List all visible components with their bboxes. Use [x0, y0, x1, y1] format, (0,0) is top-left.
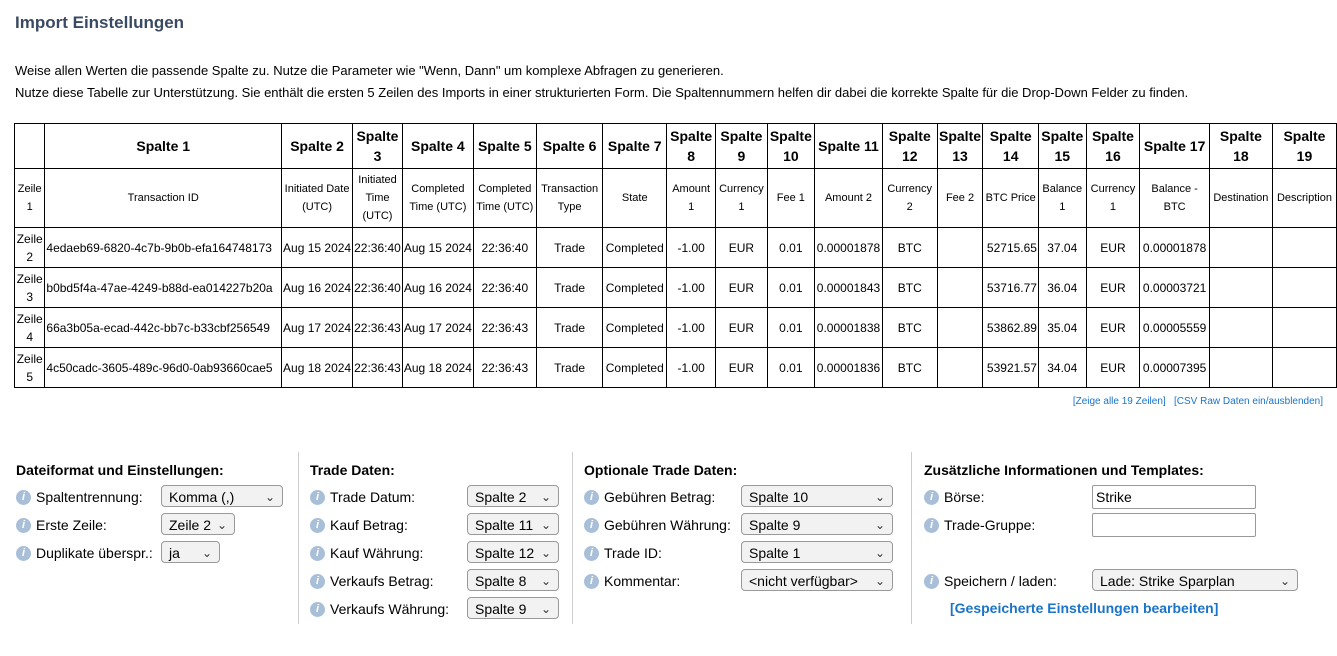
table-header-row	[15, 124, 1337, 169]
table-cell: 0.00001878	[815, 228, 883, 268]
setting-kommentar	[584, 569, 885, 593]
section-title: Zusätzliche Informationen und Templates:	[924, 462, 1204, 478]
table-cell: EUR	[1086, 308, 1140, 348]
table-cell: 0.00001838	[815, 308, 883, 348]
table-row	[15, 348, 1337, 388]
table-cell: Balance - BTC	[1140, 169, 1209, 228]
setting-label: Speichern / laden:	[944, 573, 1057, 589]
setting-label: Gebühren Währung:	[604, 517, 731, 533]
kommentar-select[interactable]: <nicht verfügbar> ⌄	[741, 569, 893, 591]
table-cell	[1272, 228, 1336, 268]
table-cell: Completed	[603, 268, 667, 308]
column-header: Spalte 2	[282, 124, 353, 169]
section-title: Dateiformat und Einstellungen:	[16, 462, 224, 478]
column-header: Spalte 3	[353, 124, 403, 169]
info-icon[interactable]: i	[310, 574, 325, 589]
erste-zeile-select[interactable]: Zeile 2 ⌄	[161, 513, 235, 535]
row-label: Zeile 5	[15, 348, 45, 388]
table-cell: 0.00003721	[1140, 268, 1209, 308]
table-cell	[1272, 268, 1336, 308]
chevron-down-icon: ⌄	[874, 518, 885, 532]
table-cell: -1.00	[667, 228, 716, 268]
table-cell: Completed	[603, 308, 667, 348]
info-icon[interactable]: i	[584, 490, 599, 505]
table-cell: Trade	[536, 268, 603, 308]
section-title: Trade Daten:	[310, 462, 395, 478]
column-header: Spalte 19	[1272, 124, 1336, 169]
table-cell	[1209, 228, 1272, 268]
toggle-csv-raw-link[interactable]: [CSV Raw Daten ein/ausblenden]	[1174, 396, 1323, 407]
section-title: Optionale Trade Daten:	[584, 462, 738, 478]
boerse-input[interactable]: Strike	[1092, 485, 1256, 509]
setting-spaltentrennung	[16, 485, 275, 509]
table-cell: Amount 2	[815, 169, 883, 228]
column-header: Spalte 15	[1038, 124, 1086, 169]
table-cell: 0.01	[767, 228, 815, 268]
edit-saved-settings-link[interactable]: [Gespeicherte Einstellungen bearbeiten]	[950, 600, 1219, 616]
table-cell: Aug 15 2024	[282, 228, 353, 268]
row-label: Zeile 4	[15, 308, 45, 348]
info-icon[interactable]: i	[310, 518, 325, 533]
info-icon[interactable]: i	[584, 546, 599, 561]
table-cell: Fee 1	[767, 169, 815, 228]
table-cell: Fee 2	[937, 169, 983, 228]
column-header: Spalte 12	[882, 124, 937, 169]
table-cell: 0.00007395	[1140, 348, 1209, 388]
setting-label: Trade-Gruppe:	[944, 517, 1036, 533]
table-cell: Completed Time (UTC)	[402, 169, 473, 228]
table-cell: 0.00001843	[815, 268, 883, 308]
setting-erste-zeile	[16, 513, 227, 537]
table-cell: State	[603, 169, 667, 228]
column-header: Spalte 13	[937, 124, 983, 169]
setting-trade-id	[584, 541, 885, 565]
gebuehren-waehrung-select[interactable]: Spalte 9 ⌄	[741, 513, 893, 535]
trade-gruppe-input[interactable]	[1092, 513, 1256, 537]
table-cell: Completed	[603, 348, 667, 388]
setting-label: Gebühren Betrag:	[604, 489, 716, 505]
setting-verkaufs-waehrung	[310, 597, 551, 621]
setting-label: Kommentar:	[604, 573, 681, 589]
setting-boerse	[924, 485, 1132, 509]
column-header: Spalte 11	[815, 124, 883, 169]
table-cell: 22:36:43	[353, 348, 403, 388]
column-header: Spalte 16	[1086, 124, 1140, 169]
table-cell	[937, 228, 983, 268]
table-cell: EUR	[716, 348, 767, 388]
table-cell: EUR	[716, 228, 767, 268]
table-cell: Trade	[536, 228, 603, 268]
kauf-betrag-select[interactable]: Spalte 11 ⌄	[467, 513, 559, 535]
chevron-down-icon: ⌄	[874, 574, 885, 588]
table-cell: 4edaeb69-6820-4c7b-9b0b-efa164748173	[45, 228, 282, 268]
table-cell: BTC	[882, 228, 937, 268]
setting-duplikate	[16, 541, 212, 565]
table-cell: 4c50cadc-3605-489c-96d0-0ab93660cae5	[45, 348, 282, 388]
setting-trade-gruppe	[924, 513, 1035, 537]
chevron-down-icon: ⌄	[540, 602, 551, 616]
info-icon[interactable]: i	[310, 546, 325, 561]
table-cell: 0.01	[767, 308, 815, 348]
table-cell: b0bd5f4a-47ae-4249-b88d-ea014227b20a	[45, 268, 282, 308]
table-cell	[1209, 268, 1272, 308]
chevron-down-icon: ⌄	[264, 490, 275, 504]
table-cell: 36.04	[1038, 268, 1086, 308]
setting-label: Kauf Währung:	[330, 545, 424, 561]
chevron-down-icon: ⌄	[1279, 574, 1290, 588]
section-divider	[572, 452, 573, 624]
table-cell: BTC	[882, 348, 937, 388]
setting-kauf-waehrung	[310, 541, 551, 565]
table-row	[15, 169, 1337, 228]
section-divider	[911, 452, 912, 624]
info-icon[interactable]: i	[584, 518, 599, 533]
column-header: Spalte 10	[767, 124, 815, 169]
table-cell: EUR	[716, 268, 767, 308]
duplikate-select[interactable]: ja ⌄	[161, 541, 220, 563]
table-cell: Transaction Type	[536, 169, 603, 228]
column-header: Spalte 1	[45, 124, 282, 169]
table-cell: Transaction ID	[45, 169, 282, 228]
table-cell	[937, 268, 983, 308]
chevron-down-icon: ⌄	[216, 518, 227, 532]
table-cell: Amount 1	[667, 169, 716, 228]
setting-speichern-laden	[924, 569, 1290, 593]
table-cell: Currency 1	[1086, 169, 1140, 228]
column-header: Spalte 18	[1209, 124, 1272, 169]
column-header: Spalte 14	[983, 124, 1039, 169]
column-header: Spalte 4	[402, 124, 473, 169]
column-header: Spalte 9	[716, 124, 767, 169]
table-cell: Initiated Time (UTC)	[353, 169, 403, 228]
table-cell: -1.00	[667, 308, 716, 348]
chevron-down-icon: ⌄	[540, 490, 551, 504]
table-cell: 22:36:43	[473, 348, 536, 388]
chevron-down-icon: ⌄	[540, 518, 551, 532]
table-cell: Aug 16 2024	[282, 268, 353, 308]
table-cell: 34.04	[1038, 348, 1086, 388]
info-icon[interactable]: i	[584, 574, 599, 589]
show-all-rows-link[interactable]: [Zeige alle 19 Zeilen]	[1072, 396, 1166, 407]
setting-label: Duplikate überspr.:	[36, 545, 153, 561]
table-cell: Currency 2	[882, 169, 937, 228]
table-cell: 52715.65	[983, 228, 1039, 268]
table-cell: BTC	[882, 268, 937, 308]
setting-label: Spaltentrennung:	[36, 489, 143, 505]
table-cell: Currency 1	[716, 169, 767, 228]
verkaufs-betrag-select[interactable]: Spalte 8 ⌄	[467, 569, 559, 591]
table-cell	[1209, 348, 1272, 388]
kauf-waehrung-select[interactable]: Spalte 12 ⌄	[467, 541, 559, 563]
chevron-down-icon: ⌄	[201, 546, 212, 560]
section-divider	[298, 452, 299, 624]
table-cell: 0.00005559	[1140, 308, 1209, 348]
table-cell	[937, 308, 983, 348]
row-label: Zeile 3	[15, 268, 45, 308]
table-cell: Destination	[1209, 169, 1272, 228]
table-cell: 66a3b05a-ecad-442c-bb7c-b33cbf256549	[45, 308, 282, 348]
gebuehren-betrag-select[interactable]: Spalte 10 ⌄	[741, 485, 893, 507]
table-links	[1073, 396, 1323, 407]
table-cell: 35.04	[1038, 308, 1086, 348]
setting-label: Kauf Betrag:	[330, 517, 408, 533]
table-cell: Aug 15 2024	[402, 228, 473, 268]
table-cell: 53716.77	[983, 268, 1039, 308]
table-cell: -1.00	[667, 348, 716, 388]
table-cell: Balance 1	[1038, 169, 1086, 228]
table-row	[15, 268, 1337, 308]
chevron-down-icon: ⌄	[540, 574, 551, 588]
table-cell: Aug 17 2024	[282, 308, 353, 348]
trade-id-select[interactable]: Spalte 1 ⌄	[741, 541, 893, 563]
table-cell: Aug 16 2024	[402, 268, 473, 308]
info-icon[interactable]: i	[16, 546, 31, 561]
spaltentrennung-select[interactable]: Komma (,) ⌄	[161, 485, 283, 507]
info-icon[interactable]: i	[310, 602, 325, 617]
chevron-down-icon: ⌄	[874, 546, 885, 560]
table-cell: Initiated Date (UTC)	[282, 169, 353, 228]
table-cell: EUR	[1086, 348, 1140, 388]
info-icon[interactable]: i	[924, 490, 939, 505]
setting-label: Verkaufs Betrag:	[330, 573, 434, 589]
setting-gebuehren-waehrung	[584, 513, 885, 537]
table-cell: 0.00001836	[815, 348, 883, 388]
table-cell: Description	[1272, 169, 1336, 228]
table-cell: 53862.89	[983, 308, 1039, 348]
setting-label: Börse:	[944, 489, 985, 505]
description-line-2: Nutze diese Tabelle zur Unterstützung. Sie enthält die ersten 5 Zeilen des Imports in einer strukturierten Form. Die Spaltennummern helfen dir dabei die korrekte Spalte für die Drop-Down Felder zu finden.	[15, 85, 1189, 100]
column-header: Spalte 7	[603, 124, 667, 169]
table-cell: Aug 18 2024	[282, 348, 353, 388]
column-header: Spalte 6	[536, 124, 603, 169]
table-cell: EUR	[1086, 268, 1140, 308]
table-cell: BTC	[882, 308, 937, 348]
table-cell: Completed	[603, 228, 667, 268]
info-icon[interactable]: i	[924, 574, 939, 589]
table-cell: 22:36:43	[353, 308, 403, 348]
table-cell: 37.04	[1038, 228, 1086, 268]
table-cell: 22:36:40	[353, 268, 403, 308]
table-cell: Trade	[536, 348, 603, 388]
table-cell: EUR	[1086, 228, 1140, 268]
table-cell: 0.01	[767, 268, 815, 308]
table-cell: 0.00001878	[1140, 228, 1209, 268]
setting-label: Erste Zeile:	[36, 517, 107, 533]
setting-kauf-betrag	[310, 513, 551, 537]
setting-gebuehren-betrag	[584, 485, 885, 509]
table-row	[15, 228, 1337, 268]
info-icon[interactable]: i	[16, 490, 31, 505]
table-cell: Trade	[536, 308, 603, 348]
row-label: Zeile 1	[15, 169, 45, 228]
setting-trade-datum	[310, 485, 551, 509]
column-header: Spalte 5	[473, 124, 536, 169]
info-icon[interactable]: i	[310, 490, 325, 505]
info-icon[interactable]: i	[924, 518, 939, 533]
preview-table	[14, 123, 1337, 388]
info-icon[interactable]: i	[16, 518, 31, 533]
table-cell: 22:36:40	[473, 268, 536, 308]
table-cell: -1.00	[667, 268, 716, 308]
section-optionale-trade-daten	[584, 452, 906, 624]
table-cell: 0.01	[767, 348, 815, 388]
description-line-1: Weise allen Werten die passende Spalte zu. Nutze die Parameter wie "Wenn, Dann" um komplexe Abfragen zu generieren.	[15, 63, 724, 78]
table-row	[15, 308, 1337, 348]
table-cell: Completed Time (UTC)	[473, 169, 536, 228]
column-header: Spalte 17	[1140, 124, 1209, 169]
table-cell: Aug 18 2024	[402, 348, 473, 388]
section-dateiformat	[16, 452, 292, 624]
table-cell	[937, 348, 983, 388]
table-cell: 53921.57	[983, 348, 1039, 388]
chevron-down-icon: ⌄	[874, 490, 885, 504]
table-corner-cell	[15, 124, 45, 169]
setting-label: Trade ID:	[604, 545, 662, 561]
table-cell: BTC Price	[983, 169, 1039, 228]
table-cell	[1272, 348, 1336, 388]
row-label: Zeile 2	[15, 228, 45, 268]
table-cell: 22:36:43	[473, 308, 536, 348]
section-zusaetzliche-informationen	[924, 452, 1314, 624]
setting-verkaufs-betrag	[310, 569, 551, 593]
setting-label: Trade Datum:	[330, 489, 416, 505]
table-cell	[1272, 308, 1336, 348]
chevron-down-icon: ⌄	[540, 546, 551, 560]
column-header: Spalte 8	[667, 124, 716, 169]
table-cell	[1209, 308, 1272, 348]
table-cell: 22:36:40	[473, 228, 536, 268]
page-title: Import Einstellungen	[15, 13, 185, 32]
section-trade-daten	[310, 452, 566, 624]
trade-datum-select[interactable]: Spalte 2 ⌄	[467, 485, 559, 507]
verkaufs-waehrung-select[interactable]: Spalte 9 ⌄	[467, 597, 559, 619]
table-cell: Aug 17 2024	[402, 308, 473, 348]
table-cell: 22:36:40	[353, 228, 403, 268]
table-cell: EUR	[716, 308, 767, 348]
speichern-laden-select[interactable]: Lade: Strike Sparplan ⌄	[1092, 569, 1298, 591]
setting-label: Verkaufs Währung:	[330, 601, 450, 617]
